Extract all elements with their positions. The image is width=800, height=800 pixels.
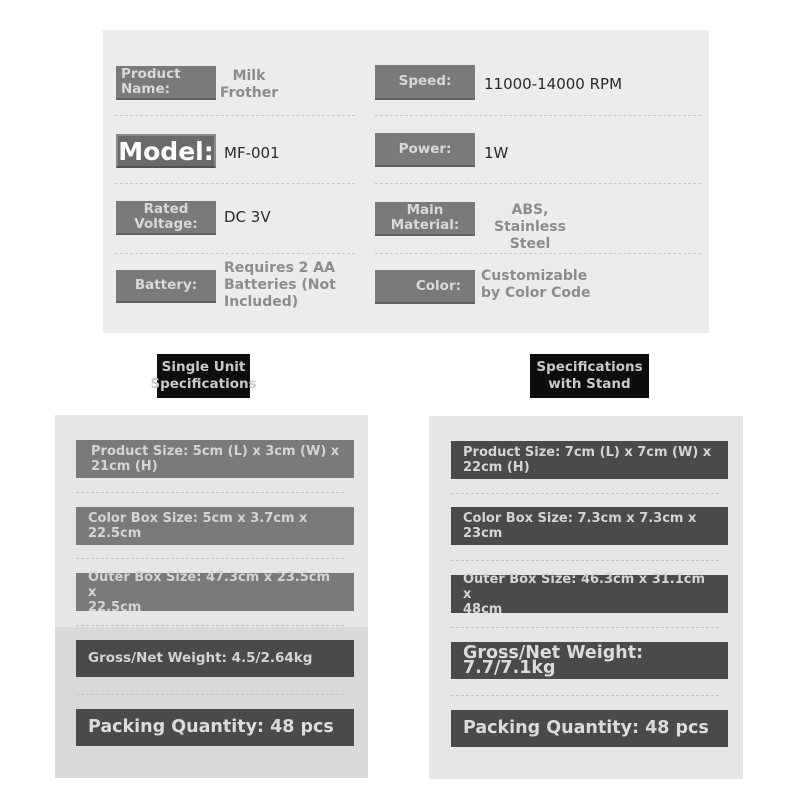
row-divider	[76, 694, 344, 695]
rated-voltage-label: Rated Voltage:	[116, 201, 216, 235]
main-material-label: Main Material:	[375, 202, 475, 236]
battery-value: Requires 2 AA Batteries (Not Included)	[224, 260, 336, 310]
row-separator	[115, 183, 355, 184]
power-value: 1W	[484, 144, 509, 162]
main-material-value: ABS, Stainless Steel	[494, 202, 566, 252]
row-divider	[76, 492, 344, 493]
product-size-row: Product Size: 5cm (L) x 3cm (W) x 21cm (H)	[76, 440, 354, 478]
model-label: Model:	[116, 134, 216, 168]
row-divider	[451, 493, 719, 494]
gross-net-weight-row: Gross/Net Weight: 4.5/2.64kg	[76, 640, 354, 677]
power-label: Power:	[375, 133, 475, 167]
product-name-label: Product Name:	[116, 66, 216, 100]
row-separator	[375, 115, 701, 116]
battery-label: Battery:	[116, 270, 216, 303]
row-separator	[375, 183, 701, 184]
row-separator	[115, 253, 355, 254]
packing-quantity-row: Packing Quantity: 48 pcs	[76, 709, 354, 746]
model-value: MF-001	[224, 144, 280, 162]
color-value: Customizable by Color Code	[481, 268, 591, 301]
color-box-size-row: Color Box Size: 7.3cm x 7.3cm x 23cm	[451, 507, 728, 545]
row-separator	[115, 115, 355, 116]
packing-quantity-row: Packing Quantity: 48 pcs	[451, 710, 728, 747]
outer-box-size-row: Outer Box Size: 47.3cm x 23.5cm x 22.5cm	[76, 573, 354, 611]
with-stand-header: Specifications with Stand	[530, 354, 649, 398]
product-name-value: Milk Frother	[219, 68, 279, 101]
speed-label: Speed:	[375, 65, 475, 100]
row-separator	[375, 253, 701, 254]
rated-voltage-value: DC 3V	[224, 208, 271, 226]
row-divider	[76, 625, 344, 626]
single-unit-panel	[55, 415, 368, 778]
color-label: Color:	[375, 270, 475, 304]
speed-value: 11000-14000 RPM	[484, 75, 623, 93]
gross-net-weight-row: Gross/Net Weight: 7.7/7.1kg	[451, 642, 728, 679]
outer-box-size-row: Outer Box Size: 46.3cm x 31.1cm x 48cm	[451, 575, 728, 613]
product-size-row: Product Size: 7cm (L) x 7cm (W) x 22cm (H)	[451, 441, 728, 479]
spec-card	[103, 30, 709, 333]
row-divider	[451, 627, 719, 628]
row-divider	[76, 558, 344, 559]
with-stand-panel	[429, 416, 743, 779]
color-box-size-row: Color Box Size: 5cm x 3.7cm x 22.5cm	[76, 507, 354, 545]
row-divider	[451, 695, 719, 696]
single-unit-header: Single Unit Specifications	[157, 354, 250, 398]
row-divider	[451, 560, 719, 561]
